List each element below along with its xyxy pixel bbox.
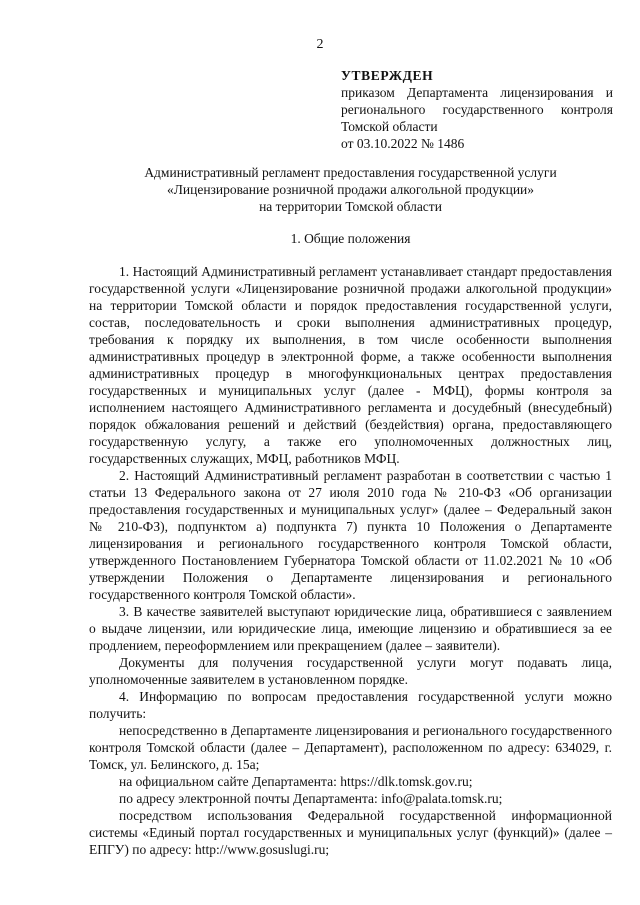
paragraph: 4. Информацию по вопросам предоставления государственной услуги можно получить: bbox=[89, 689, 612, 721]
section-heading: 1. Общие положения bbox=[290, 231, 411, 246]
document-title-line: Административный регламент предоставления государственной услуги bbox=[144, 165, 557, 180]
approval-line: регионального государственного контроля bbox=[341, 102, 613, 117]
approval-title: УТВЕРЖДЕН bbox=[341, 68, 434, 83]
approval-block bbox=[341, 67, 613, 152]
paragraph: Документы для получения государственной услуги могут подавать лица, уполномоченные заявителем в установленном порядке. bbox=[89, 655, 612, 687]
document-title bbox=[89, 164, 612, 215]
page-number: 2 bbox=[316, 37, 324, 52]
approval-line: Томской области bbox=[341, 119, 438, 134]
paragraph: на официальном сайте Департамента: https://dlk.tomsk.gov.ru; bbox=[119, 774, 473, 789]
approval-date-line: от 03.10.2022 № 1486 bbox=[341, 136, 465, 151]
paragraph: по адресу электронной почты Департамента: info@palata.tomsk.ru; bbox=[119, 791, 503, 806]
document-title-line: «Лицензирование розничной продажи алкогольной продукции» bbox=[166, 182, 535, 197]
paragraph: 2. Настоящий Административный регламент разработан в соответствии с частью 1 статьи 13 Федерального закона от 27 июля 2010 года № 210-ФЗ «Об организации предоставления государственных и муниципальных услуг» (далее – Федеральный закон № 210-ФЗ), подпунктом а) подпункта 7) пункта 10 Положения о Департаменте лицензирования и регионального государственного контроля Томской области, утвержденного Постановлением Губернатора Томской области от 11.02.2021 № 10 «Об утверждении Положения о Департаменте лицензирования и регионального государственного контроля Томской области». bbox=[89, 468, 612, 602]
paragraph: непосредственно в Департаменте лицензирования и регионального государственного контроля Томской области (далее – Департамент), расположенном по адресу: 634029, г. Томск, ул. Белинского, д. 15а; bbox=[89, 723, 612, 772]
document-title-line: на территории Томской области bbox=[259, 199, 442, 214]
document-body bbox=[89, 263, 612, 858]
paragraph: посредством использования Федеральной государственной информационной системы «Единый портал государственных и муниципальных услуг (функций)» (далее – ЕПГУ) по адресу: http://www.gosuslugi.ru; bbox=[89, 808, 612, 857]
paragraph: 1. Настоящий Административный регламент устанавливает стандарт предоставления государственной услуги «Лицензирование розничной продажи алкогольной продукции» на территории Томской области и порядок предоставления государственной услуги, состав, последовательность и сроки выполнения административных процедур, требования к порядку их выполнения, в том числе особенности выполнения административных процедур в электронной форме, а также особенности выполнения административных процедур в многофункциональных центрах предоставления государственных и муниципальных услуг (далее - МФЦ), формы контроля за исполнением настоящего Административного регламента и досудебный (внесудебный) порядок обжалования решений и действий (бездействия) органа, предоставляющего государственную услугу, а также его уполномоченных должностных лиц, государственных служащих, МФЦ, работников МФЦ. bbox=[89, 264, 612, 466]
approval-line: приказом Департамента лицензирования и bbox=[341, 85, 613, 100]
paragraph: 3. В качестве заявителей выступают юридические лица, обратившиеся с заявлением о выдаче лицензии, или юридические лица, имеющие лицензию и обратившиеся за ее продлением, переоформлением или прекращением (далее – заявители). bbox=[89, 604, 612, 653]
